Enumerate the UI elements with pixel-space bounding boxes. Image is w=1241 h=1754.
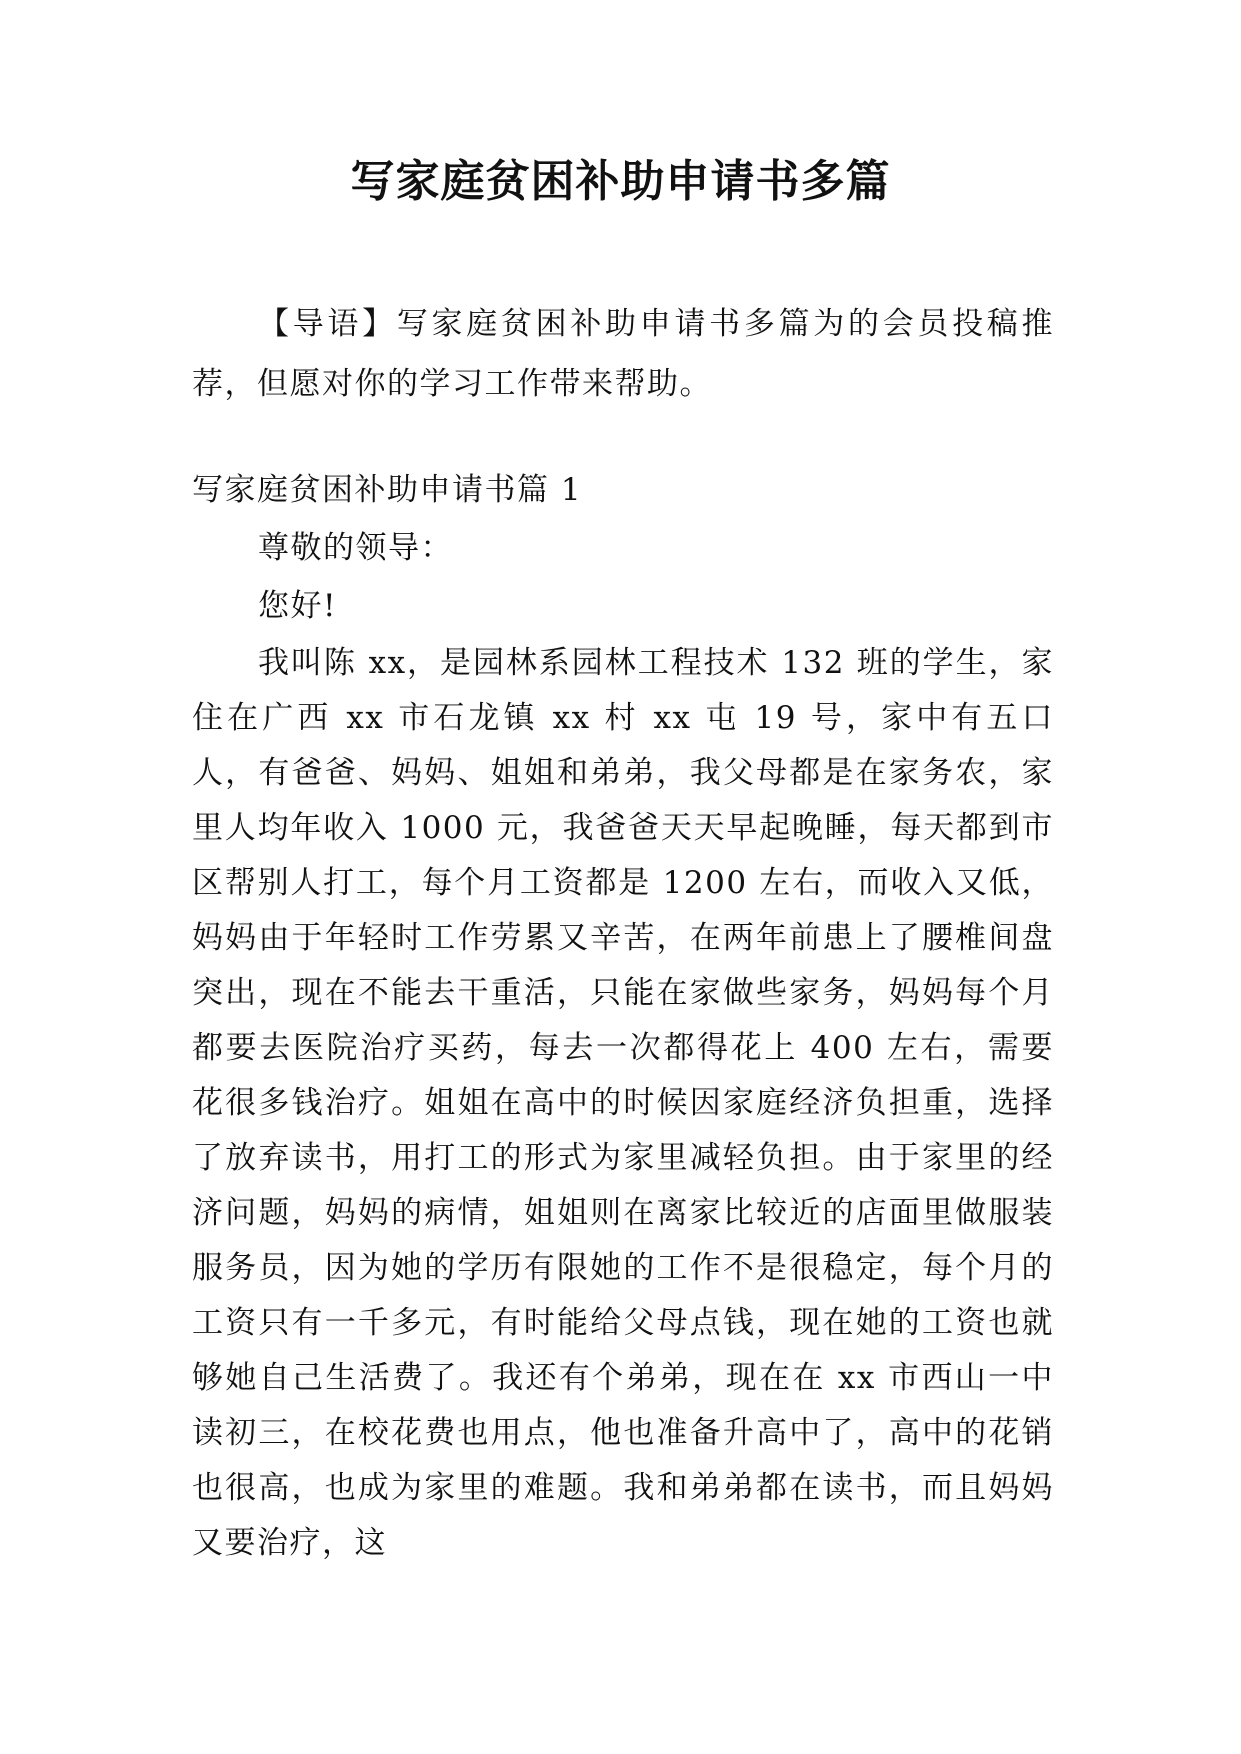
document-title: 写家庭贫困补助申请书多篇 [350, 156, 891, 207]
body-paragraph: 我叫陈 xx，是园林系园林工程技术 132 班的学生，家住在广西 xx 市石龙镇 xx 村 xx 屯 19 号，家中有五口人，有爸爸、妈妈、姐姐和弟弟，我父母都是在家务农，家里人均年收入 1000 元，我爸爸天天早起晚睡，每天都到市区帮别人打工，每个月工资都是 1200 左右，而收入又低，妈妈由于年轻时工作劳累又辛苦，在两年前患上了腰椎间盘突出，现在不能去干重活，只能在家做些家务，妈妈每个月都要去医院治疗买药，每去一次都得花上 400 左右，需要花很多钱治疗。姐姐在高中的时候因家庭经济负担重，选择了放弃读书，用打工的形式为家里减轻负担。由于家里的经济问题，妈妈的病情，姐姐则在离家比较近的店面里做服装服务员，因为她的学历有限她的工作不是很稳定，每个月的工资只有一千多元，有时能给父母点钱，现在她的工资也就够她自己生活费了。我还有个弟弟，现在在 xx 市西山一中读初三，在校花费也用点，他也准备升高中了，高中的花销也很高，也成为家里的难题。我和弟弟都在读书，而且妈妈又要治疗，这 [192, 645, 1054, 1561]
intro-paragraph: 【导语】写家庭贫困补助申请书多篇为的会员投稿推荐，但愿对你的学习工作带来帮助。 [192, 306, 1054, 402]
salutation-line: 尊敬的领导： [258, 530, 453, 566]
section-heading: 写家庭贫困补助申请书篇 1 [192, 472, 583, 508]
greeting-line: 您好! [258, 588, 337, 624]
